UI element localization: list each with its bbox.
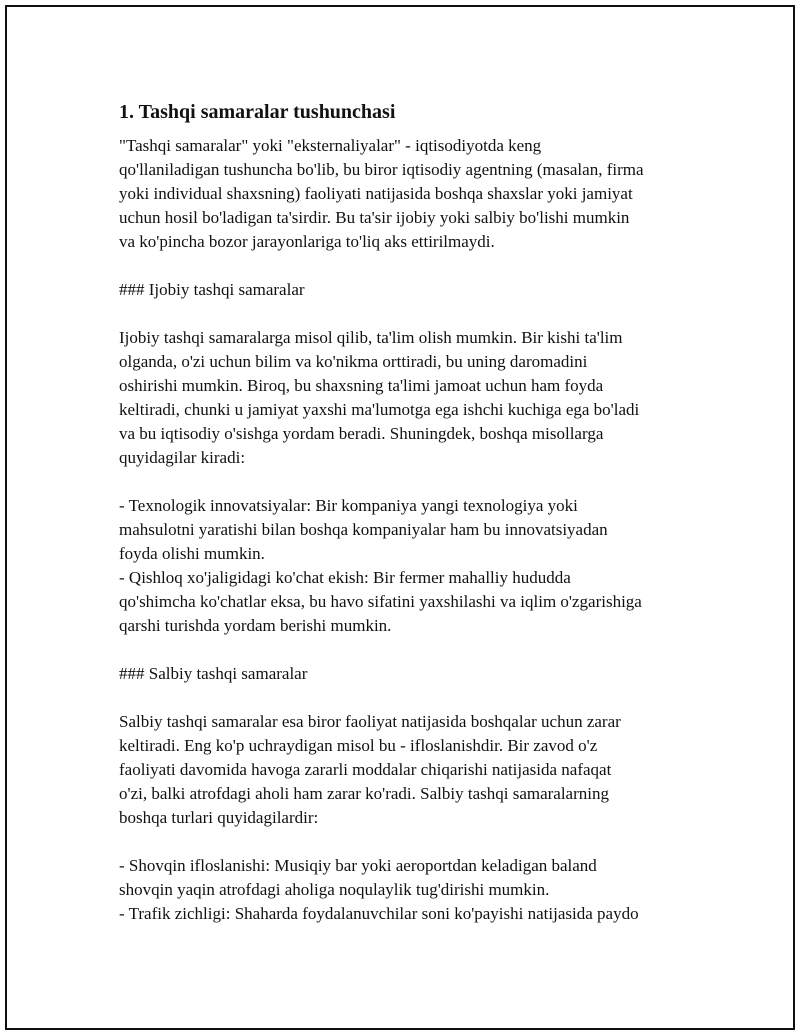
text-line: ### Salbiy tashqi samaralar <box>119 664 308 683</box>
text-line: shovqin yaqin atrofdagi aholiga noqulaylik tug'dirishi mumkin. <box>119 880 550 899</box>
text-line: - Texnologik innovatsiyalar: Bir kompaniya yangi texnologiya yoki <box>119 496 578 515</box>
page-title: 1. Tashqi samaralar tushunchasi <box>119 101 396 123</box>
text-line: "Tashqi samaralar" yoki "eksternaliyalar" - iqtisodiyotda keng <box>119 136 542 155</box>
text-line: - Qishloq xo'jaligidagi ko'chat ekish: Bir fermer mahalliy hududda <box>119 568 571 587</box>
text-line: oshirishi mumkin. Biroq, bu shaxsning ta'limi jamoat uchun ham foyda <box>119 376 604 395</box>
text-line: quyidagilar kiradi: <box>119 448 246 467</box>
text-line: qo'shimcha ko'chatlar eksa, bu havo sifatini yaxshilashi va iqlim o'zgarishiga <box>119 592 642 611</box>
text-line: faoliyati davomida havoga zararli moddalar chiqarishi natijasida nafaqat <box>119 760 612 779</box>
text-line: foyda olishi mumkin. <box>119 544 265 563</box>
document-body <box>119 99 699 926</box>
text-line: Ijobiy tashqi samaralarga misol qilib, ta'lim olish mumkin. Bir kishi ta'lim <box>119 328 623 347</box>
text-line: o'zi, balki atrofdagi aholi ham zarar ko'radi. Salbiy tashqi samaralarning <box>119 784 609 803</box>
paragraph <box>119 662 699 686</box>
paragraph-list <box>119 134 699 926</box>
text-line: - Shovqin ifloslanishi: Musiqiy bar yoki aeroportdan keladigan baland <box>119 856 597 875</box>
page-frame <box>5 5 795 1030</box>
text-line: Salbiy tashqi samaralar esa biror faoliyat natijasida boshqalar uchun zarar <box>119 712 621 731</box>
text-line: qo'llaniladigan tushuncha bo'lib, bu biror iqtisodiy agentning (masalan, firma <box>119 160 644 179</box>
text-line: qarshi turishda yordam berishi mumkin. <box>119 616 392 635</box>
paragraph <box>119 494 699 638</box>
text-line: - Trafik zichligi: Shaharda foydalanuvchilar soni ko'payishi natijasida paydo <box>119 904 639 923</box>
text-line: va bu iqtisodiy o'sishga yordam beradi. Shuningdek, boshqa misollarga <box>119 424 604 443</box>
paragraph <box>119 326 699 470</box>
text-line: olganda, o'zi uchun bilim va ko'nikma orttiradi, bu uning daromadini <box>119 352 588 371</box>
text-line: keltiradi, chunki u jamiyat yaxshi ma'lumotga ega ishchi kuchiga ega bo'ladi <box>119 400 640 419</box>
text-line: mahsulotni yaratishi bilan boshqa kompaniyalar ham bu innovatsiyadan <box>119 520 608 539</box>
paragraph <box>119 134 699 254</box>
text-line: keltiradi. Eng ko'p uchraydigan misol bu - ifloslanishdir. Bir zavod o'z <box>119 736 598 755</box>
paragraph <box>119 854 699 926</box>
text-line: boshqa turlari quyidagilardir: <box>119 808 319 827</box>
paragraph <box>119 278 699 302</box>
text-line: ### Ijobiy tashqi samaralar <box>119 280 305 299</box>
paragraph <box>119 710 699 830</box>
text-line: yoki individual shaxsning) faoliyati natijasida boshqa shaxslar yoki jamiyat <box>119 184 633 203</box>
text-line: uchun hosil bo'ladigan ta'sirdir. Bu ta'sir ijobiy yoki salbiy bo'lishi mumkin <box>119 208 630 227</box>
text-line: va ko'pincha bozor jarayonlariga to'liq aks ettirilmaydi. <box>119 232 495 251</box>
